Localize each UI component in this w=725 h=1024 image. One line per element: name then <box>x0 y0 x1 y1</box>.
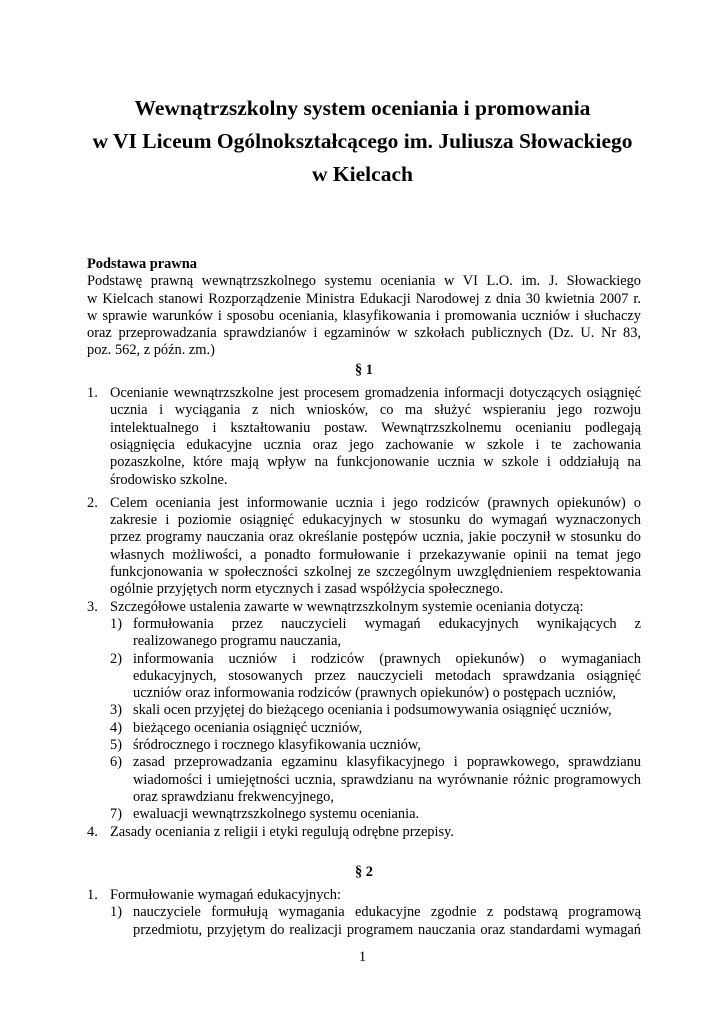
subitem-number: 6) <box>110 754 122 771</box>
item-number: 1. <box>87 385 98 402</box>
title-line-3: w Kielcach <box>312 162 413 186</box>
subitem-number: 2) <box>110 650 122 667</box>
subitem-number: 1) <box>110 615 122 632</box>
section-1-heading: § 1 <box>355 361 373 378</box>
item-line: przez programy nauczania oraz określanie postępów ucznia, jakie poczynił w stosunku do <box>110 529 641 546</box>
item-line: ucznia i wyciągania z nich wniosków, co ma służyć wspieraniu jego rozwoju <box>110 402 641 419</box>
legal-basis-line: oraz przeprowadzania sprawdzianów i egzaminów w szkołach publicznych (Dz. U. Nr 83, <box>87 325 641 342</box>
item-number: 4. <box>87 823 98 840</box>
subitem-line: śródrocznego i rocznego klasyfikowania uczniów, <box>133 737 421 754</box>
subitem-line: informowania uczniów i rodziców (prawnych opiekunów) o wymaganiach <box>133 650 641 667</box>
subitem-line: ewaluacji wewnątrzszkolnego systemu oceniania. <box>133 806 420 823</box>
item-line: funkcjonowania w społeczności szkolnej ze szczególnym uwzględnieniem respektowania <box>110 564 641 581</box>
subitem-line: zasad przeprowadzania egzaminu klasyfikacyjnego i poprawkowego, sprawdzianu <box>133 754 641 771</box>
subitem-line: skali ocen przyjętej do bieżącego oceniania i podsumowywania osiągnięć uczniów, <box>133 702 612 719</box>
title-line-2: w VI Liceum Ogólnokształcącego im. Juliusza Słowackiego <box>92 129 633 153</box>
subitem-number: 3) <box>110 702 122 719</box>
item-text: Formułowanie wymagań edukacyjnych: <box>110 887 341 904</box>
section-1-item-4 <box>87 824 641 841</box>
subitem-number: 1) <box>110 904 122 921</box>
document-title <box>60 92 665 191</box>
legal-basis-line: w sprawie warunków i sposobu oceniania, klasyfikowania i promowania uczniów i słuchaczy <box>87 307 641 324</box>
legal-basis-heading: Podstawa prawna <box>87 256 197 272</box>
section-1-item-2 <box>87 495 641 599</box>
item-number: 2. <box>87 494 98 511</box>
subitem-number: 4) <box>110 719 122 736</box>
subitem-line: nauczyciele formułują wymagania edukacyjne zgodnie z podstawą programową <box>133 904 641 921</box>
subitem-line: realizowanego programu nauczania, <box>133 633 342 650</box>
subitem-1 <box>110 616 641 651</box>
section-2-item-1 <box>87 887 641 939</box>
document-body <box>87 256 641 939</box>
item-line: Ocenianie wewnątrzszkolne jest procesem gromadzenia informacji dotyczących osiągnięć <box>110 385 641 402</box>
subitem-line: bieżącego oceniania osiągnięć uczniów, <box>133 719 363 736</box>
subitem-1 <box>110 904 641 939</box>
item-line: zakresie i poziomie osiągnięć edukacyjnych w stosunku do wymagań wyznaczonych <box>110 512 641 529</box>
section-1-item-1 <box>87 385 641 489</box>
subitem-line: przedmiotu, przyjętym do realizacji programem nauczania oraz standardami wymagań <box>133 921 641 938</box>
subitem-line: edukacyjnych, stosowanych przez nauczycieli metodach sprawdzania osiągnięć <box>133 667 641 684</box>
item-number: 1. <box>87 887 98 904</box>
subitem-line: formułowania przez nauczycieli wymagań edukacyjnych wynikających z <box>133 615 641 632</box>
legal-basis-line: Podstawę prawną wewnątrzszkolnego systemu oceniania w VI L.O. im. J. Słowackiego <box>87 273 641 290</box>
subitem-7 <box>110 806 641 823</box>
subitem-number: 7) <box>110 806 122 823</box>
item-line: ogólnie przyjętych norm etycznych i zasad współżycia społecznego. <box>110 581 504 598</box>
item-number: 3. <box>87 598 98 615</box>
item-line: własnych możliwości, a ponadto formułowanie i przekazywanie opinii na temat jego <box>110 546 641 563</box>
subitem-3 <box>110 702 641 719</box>
item-text: Zasady oceniania z religii i etyki regulują odrębne przepisy. <box>110 823 454 840</box>
subitem-line: oraz sprawdzianu frekwencyjnego, <box>133 788 334 805</box>
section-1-item-3 <box>87 599 641 824</box>
item-line: pozaszkolne, które mają wpływ na funkcjonowanie ucznia w szkole i oddziałują na <box>110 454 641 471</box>
item-text: Szczegółowe ustalenia zawarte w wewnątrzszkolnym systemie oceniania dotyczą: <box>110 598 584 615</box>
subitem-5 <box>110 737 641 754</box>
item-line: osiągnięcia edukacyjne ucznia oraz jego zachowanie w szkole i te zachowania <box>110 436 641 453</box>
subitem-6 <box>110 754 641 806</box>
item-line: środowisko szkolne. <box>110 471 228 488</box>
title-line-1: Wewnątrzszkolny system oceniania i promowania <box>134 96 591 120</box>
item-line: intelektualnego i kształtowaniu postaw. Wewnątrzszkolnemu ocenianiu podlegają <box>110 419 641 436</box>
subitem-number: 5) <box>110 737 122 754</box>
subitem-4 <box>110 720 641 737</box>
legal-basis-line: poz. 562, z późn. zm.) <box>87 342 215 359</box>
legal-basis-paragraph <box>87 273 641 359</box>
subitem-line: wiadomości i umiejętności ucznia, sprawdzianu na wyrównanie różnic programowych <box>133 771 641 788</box>
page-number: 1 <box>358 949 367 965</box>
item-line: Celem oceniania jest informowanie ucznia i jego rodziców (prawnych opiekunów) o <box>110 494 641 511</box>
subitem-line: uczniów oraz informowania rodziców (prawnych opiekunów) o postępach uczniów, <box>133 685 616 702</box>
section-2-heading: § 2 <box>355 863 373 880</box>
subitem-2 <box>110 651 641 703</box>
legal-basis-line: w Kielcach stanowi Rozporządzenie Ministra Edukacji Narodowej z dnia 30 kwietnia 2007 r. <box>87 290 641 307</box>
